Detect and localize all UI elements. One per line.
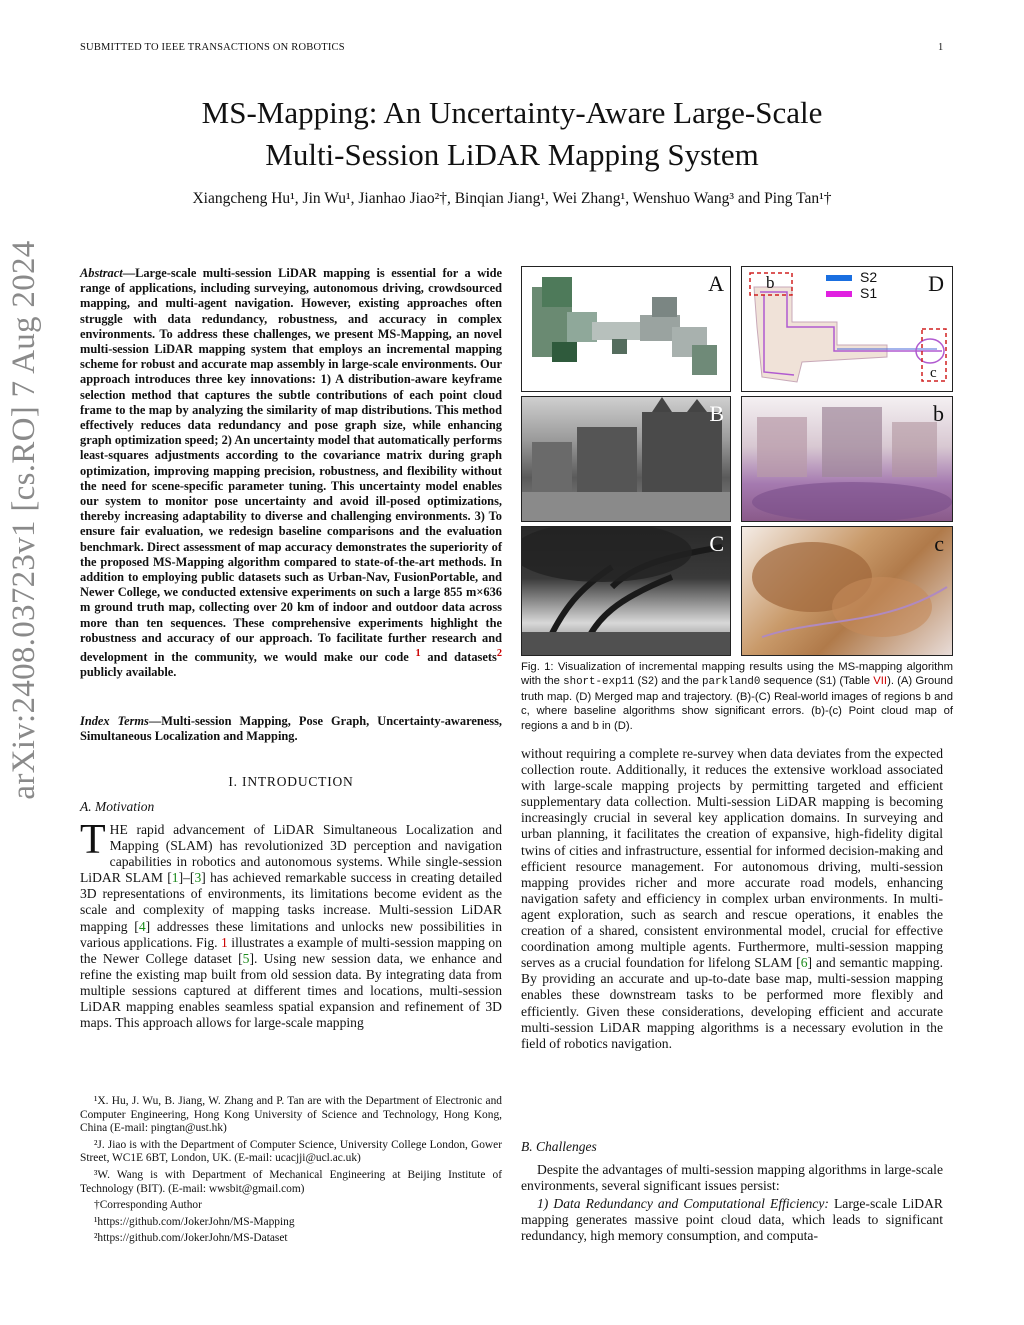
panel-d-merged-map: [741, 266, 953, 392]
caption-code-parkland0: parkland0: [702, 676, 761, 689]
footnote-code-url[interactable]: ¹https://github.com/JokerJohn/MS-Mapping: [94, 1215, 295, 1228]
challenge-1-text: Large-scale LiDAR mapping generates massive point cloud data, which leads to significant redundancy, high memory consumption, and computa-: [521, 1196, 943, 1244]
caption-s1: S1: [819, 676, 833, 689]
challenge-1-paragraph: [521, 1196, 943, 1244]
footnote-affiliation-1: ¹X. Hu, J. Wu, B. Jiang, W. Zhang and P. Tan are with the Department of Electronic and Computer Engineering, Hong Kong University of Science and Technology, Hong Kong, China (E-mail: pingtan@ust.hk): [80, 1095, 502, 1135]
panel-label-c-upper: C: [709, 531, 724, 556]
caption-text-2: (: [634, 675, 642, 688]
caption-text-6: ). (A) Ground truth map. (D) Merged map and trajectory. (B)-(C) Real-world images of regions b and c, where baseline algorithms show significant errors. (b)-(c) Point cloud map of regions a and b in (D).: [521, 675, 954, 732]
running-header: SUBMITTED TO IEEE TRANSACTIONS ON ROBOTICS: [80, 42, 345, 53]
panel-b-photo: [521, 396, 731, 522]
legend-s1: S1: [860, 285, 878, 301]
code-footnote-ref[interactable]: 1: [415, 648, 421, 660]
citation-1[interactable]: 1: [171, 870, 179, 886]
panel-b-point-cloud: [741, 396, 953, 522]
panel-label-b-upper: B: [709, 401, 724, 426]
region-label-c: c: [930, 365, 937, 381]
panel-label-a: A: [708, 271, 724, 296]
paper-title: [120, 92, 904, 176]
legend-swatch-s1: [826, 291, 852, 297]
panel-a-ground-truth-map: [521, 266, 731, 392]
abstract-end: publicly available.: [80, 665, 177, 680]
author-list: Xiangcheng Hu¹, Jin Wu¹, Jianhao Jiao²†, Binqian Jiang¹, Wei Zhang¹, Wenshuo Wang³ and Ping Tan¹†: [192, 190, 832, 207]
intro-text-1: HE rapid advancement of LiDAR Simultaneous Localization and Mapping (SLAM) has revolutionized 3D perception and navigation capabilities in robotics and autonomous systems. While single-session LiDAR SLAM [: [80, 822, 502, 886]
intro-paragraph: [80, 817, 503, 1031]
footnote-affiliation-2: ²J. Jiao is with the Department of Computer Science, University College London, Gower Street, WC1E 6BT, London, UK. (E-mail: ucacjji@ucl.ac.uk): [80, 1138, 502, 1165]
page-number: 1: [938, 42, 944, 53]
dataset-footnote-ref[interactable]: 2: [496, 648, 502, 660]
citation-5[interactable]: 5: [242, 950, 250, 966]
right-text-2: ] and semantic mapping. By providing an accurate and up-to-date base map, multi-session mapping enables these downstream tasks to be performed more flexibly and efficiently. Given these considerations, developing efficient and accurate multi-session LiDAR mapping algorithms is a necessary evolution in the field of robotics navigation.: [521, 955, 943, 1051]
title-line-2: Multi-Session LiDAR Mapping System: [265, 137, 759, 172]
figure-ref-1[interactable]: 1: [221, 934, 228, 950]
subsection-heading-motivation: A. Motivation: [80, 799, 155, 814]
caption-text-5: ) (Table: [832, 675, 874, 688]
footnote-affiliation-3: ³W. Wang is with Department of Mechanical Engineering at Beijing Institute of Technology (BIT). (E-mail: wwsbit@gmail.com): [80, 1168, 502, 1195]
point-cloud-c-image: [742, 527, 952, 655]
arxiv-stamp: arXiv:2408.03723v1 [cs.RO] 7 Aug 2024: [6, 240, 42, 800]
caption-code-short-exp11: short-exp11: [563, 676, 635, 689]
tree-photo-image: [522, 527, 730, 655]
panel-c-photo: [521, 526, 731, 656]
intro-text-2: ]–[: [178, 870, 195, 886]
caption-text-3: ) and the: [654, 675, 703, 688]
citation-6[interactable]: 6: [800, 955, 808, 971]
right-text-1: without requiring a complete re-survey when data deviates from the expected collection route. Additionally, it reduces the extensive workload associated with large-scale mapping projects by permitting targeted and efficient supplementary data collection. Multi-session LiDAR mapping is becoming increasingly crucial in several key application domains. In surveying and urban planning, it facilitates the creation of expansive, high-fidelity digital twins of cities and infrastructure, essential for informed decision-making and efficient resource management. For autonomous driving, multi-session mapping provides richer and more accurate road models, enhancing navigation safety and efficiency in complex urban environments. In multi-agent exploration, such as search and rescue operations, it enables the creation of a shared, consistent environmental model, crucial for effective coordination among multiple agents. Furthermore, multi-session mapping serves as a crucial foundation for lifelong SLAM [: [521, 746, 943, 971]
abstract: [80, 266, 502, 681]
caption-label: Fig. 1:: [521, 661, 558, 673]
index-terms-text: —Multi-session Mapping, Pose Graph, Uncertainty-awareness, Simultaneous Localization and Mapping.: [80, 714, 502, 744]
panel-label-b-lower: b: [933, 401, 944, 426]
subsection-heading-challenges: B. Challenges: [521, 1139, 597, 1154]
intro-text-5: illustrates a example of multi-session mapping on the Newer College dataset [: [80, 934, 502, 966]
caption-s2: S2: [641, 676, 655, 689]
drop-cap: T: [80, 817, 106, 863]
intro-text-4: ] addresses these limitations and unlocks new possibilities in various applications. Fig.: [80, 918, 503, 950]
challenge-1-label: 1) Data Redundancy and Computational Efficiency:: [537, 1196, 829, 1211]
legend-swatch-s2: [826, 275, 852, 281]
panel-c-point-cloud: [741, 526, 953, 656]
footnotes: [80, 1095, 502, 1249]
point-cloud-b-image: [742, 397, 952, 521]
intro-text-3: ] has achieved remarkable success in creating detailed 3D representations of environments, its limitations become evident as the scale and complexity of mapping tasks increase. Multi-session LiDAR mapping [: [80, 870, 502, 934]
building-photo-image: [522, 397, 730, 521]
challenges-intro: Despite the advantages of multi-session mapping algorithms in large-scale environments, several significant issues persist:: [521, 1162, 943, 1194]
footnote-corresponding: †Corresponding Author: [94, 1199, 202, 1212]
table-ref-vii[interactable]: VII: [873, 675, 888, 688]
panel-label-c-lower: c: [934, 531, 944, 556]
abstract-text: —Large-scale multi-session LiDAR mapping is essential for a wide range of applications, including surveying, autonomous driving, crowdsourced mapping, and multi-agent navigation. However, existing approaches often struggle with data redundancy, robustness, and accuracy in complex environments. To address these challenges, we present MS-Mapping, an novel multi-session LiDAR mapping system that employs an incremental mapping scheme for robust and accurate map assembly in large-scale environments. Our approach introduces three key innovations: 1) A distribution-aware keyframe selection method that captures the subtle contributions of each point cloud frame to the map by analyzing the similarity of map distributions. This method effectively reduces data redundancy and pose graph size, while enhancing graph optimization speed; 2) An uncertainty model that automatically performs least-squares adjustments according to the covariance matrix during graph optimization, improving mapping precision, robustness, and flexibility without the need for scene-specific parameter tuning. This uncertainty model enables our system to monitor pose uncertainty and avoid ill-posed optimizations, thereby increasing adaptability to diverse and challenging environments. 3) To ensure fair evaluation, we redesign baseline comparisons and the evaluation benchmark. Direct assessment of map accuracy demonstrates the superiority of the proposed MS-Mapping algorithm compared to state-of-the-art methods. In addition to employing public datasets such as Urban-Nav, FusionPortable, and Newer College, we conducted extensive experiments on such a large 855 m×636 m ground truth map, collecting over 20 km of indoor and outdoor data across more than ten sequences. These comprehensive experiments highlight the robustness and accuracy of our approach. To facilitate further research and development in the community, we would make our code: [80, 266, 502, 665]
footnote-dataset-url[interactable]: ²https://github.com/JokerJohn/MS-Dataset: [94, 1232, 288, 1245]
abstract-label: Abstract: [80, 266, 123, 280]
figure-1-caption: [521, 660, 953, 733]
legend-s2: S2: [860, 269, 878, 285]
region-label-b: b: [766, 273, 775, 292]
figure-1: [521, 266, 953, 656]
caption-text-1: Visualization of incremental mapping results using the MS-mapping algorithm with the: [521, 661, 954, 688]
abstract-and-datasets: and datasets: [420, 650, 497, 665]
citation-4[interactable]: 4: [138, 918, 146, 934]
intro-text-6: ]. Using new session data, we enhance and refine the existing map built from old session data. By integrating data from multiple sessions captured at different times and locations, multi-session LiDAR mapping enables seamless spatial expansion and refinement of 3D maps. This approach allows for large-scale mapping: [80, 950, 502, 1031]
caption-text-4: sequence (: [760, 675, 820, 688]
right-column-paragraph: [521, 746, 943, 1052]
index-terms: [80, 714, 502, 744]
section-heading-introduction: I. INTRODUCTION: [228, 774, 354, 789]
citation-3[interactable]: 3: [194, 870, 202, 886]
title-line-1: MS-Mapping: An Uncertainty-Aware Large-Scale: [201, 95, 823, 130]
ground-truth-map-image: [522, 267, 730, 391]
panel-label-d: D: [928, 271, 944, 296]
index-terms-label: Index Terms: [80, 714, 149, 728]
